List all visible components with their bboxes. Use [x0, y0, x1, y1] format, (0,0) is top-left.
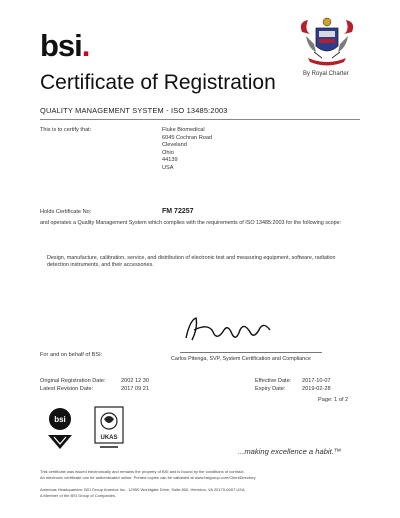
signer-name: Carlos Pitenga, SVP, System Certification and Compliance [171, 356, 311, 362]
behalf-label: For and on behalf of BSI: [40, 352, 103, 358]
holds-certificate-label: Holds Certificate No: [40, 209, 92, 215]
footer-note: This certificate was issued electronically and remains the property of BSI and is bound by the conditions of contract. [40, 469, 245, 474]
holder-address [162, 127, 212, 173]
svg-text:Pitenge: Pitenge [180, 299, 235, 316]
royal-charter-label: By Royal Charter [303, 71, 349, 77]
ukas-accreditation-mark-icon [92, 405, 126, 453]
expiry-date: 2019-02-28 [302, 386, 331, 392]
address-line: 6045 Cochran Road [162, 134, 213, 141]
bsi-logo: bsi. [40, 28, 90, 63]
svg-text:UKAS: UKAS [100, 435, 118, 441]
certificate-number: FM 72257 [162, 208, 194, 215]
address-line: Cleveland [162, 142, 187, 149]
footer-member: A Member of the BSI Group of Companies. [40, 493, 117, 498]
page-indicator: Page: 1 of 2 [318, 397, 349, 403]
latest-revision-date: 2017 09 21 [121, 386, 149, 392]
royal-crest-icon [296, 14, 358, 70]
page-title: Certificate of Registration [40, 71, 276, 94]
signature-line [180, 352, 322, 353]
footer-address: Americas Headquarters: BSI Group America Inc., 12950 Worldgate Drive, Suite 800, Herndon, VA 20170-6007 USA [40, 487, 245, 492]
original-registration-date: 2002 12 30 [121, 378, 149, 384]
compliance-statement: and operates a Quality Management System which complies with the requirements of ISO 13485:2003 for the following scope: [40, 220, 342, 226]
bsi-certification-mark-icon [40, 405, 80, 453]
standard-heading: QUALITY MANAGEMENT SYSTEM - ISO 13485:2003 [40, 106, 228, 115]
original-registration-label: Original Registration Date: [40, 378, 106, 384]
address-line: USA [162, 164, 174, 171]
certify-label: This is to certify that: [40, 127, 92, 133]
tagline: ...making excellence a habit.™ [238, 447, 342, 456]
effective-date: 2017-10-07 [302, 378, 331, 384]
latest-revision-label: Latest Revision Date: [40, 386, 94, 392]
address-line: 44139 [162, 157, 178, 164]
address-line: Fluke Biomedical [162, 127, 205, 133]
address-line: Ohio [162, 149, 174, 156]
expiry-date-label: Expiry Date: [255, 386, 286, 392]
certification-scope: Design, manufacture, calibration, service, and distribution of electronic test and measuring equipment, software, radiation detection instruments, and their accessories. [47, 255, 336, 269]
svg-text:bsi: bsi [54, 415, 66, 424]
signature [180, 299, 280, 346]
divider [40, 119, 360, 120]
footer-note: An electronic certificate can be authenticated online. Printed copies can be validated at www.bsigroup.com/ClientDirectory [40, 475, 256, 480]
effective-date-label: Effective Date: [255, 378, 292, 384]
